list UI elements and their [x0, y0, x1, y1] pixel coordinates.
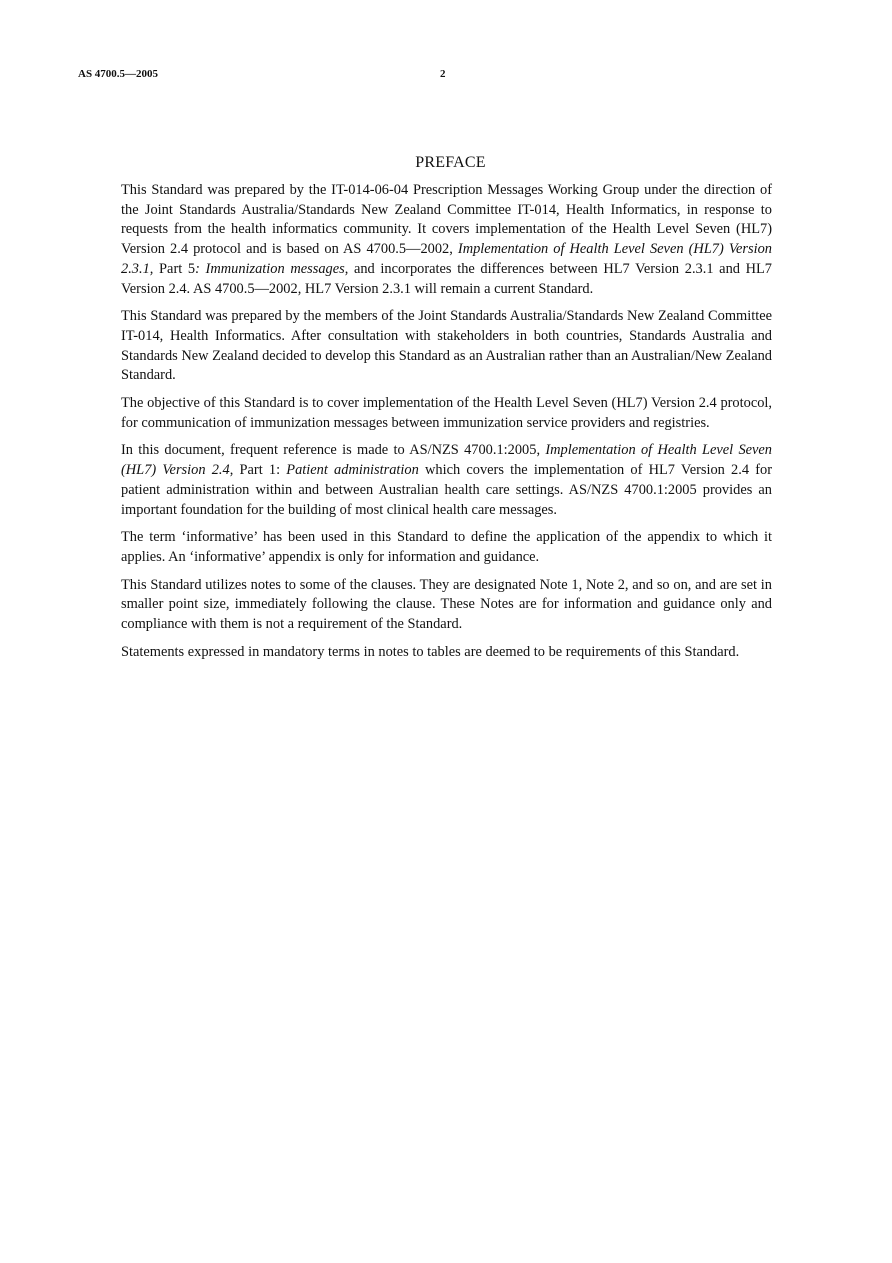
paragraph-text: This Standard was prepared by the IT-014-06-04 Prescription Messages Working Group under the direction of the Joint Standards Australia/Standards New Zealand Committee IT-014, Health Informatics, in response to requests from the health informatics community. It covers implementation of the Health Level Seven (HL7) Version 2.4 protocol and is based on AS 4700.5—2002, — [121, 182, 772, 258]
paragraph-text: , and incorporates the differences between HL7 Version 2.3.1 and HL7 Version 2.4. AS 4700.5—2002, HL7 Version 2.3.1 will remain a current Standard. — [121, 260, 772, 297]
paragraph-text: which covers the implementation of HL7 Version 2.4 for patient administration within and between Australian health care settings. AS/NZS 4700.1:2005 provides an important foundation for the building of most clinical health care messages. — [121, 462, 773, 518]
paragraph-text: , Part 1: — [229, 462, 287, 479]
preface-paragraph-4 — [121, 441, 772, 520]
preface-paragraph-7 — [121, 643, 772, 663]
preface-section — [121, 154, 772, 670]
document-title-italic: Implementation of Health Level Seven (HL7) Version 2.4 — [121, 442, 772, 479]
document-title-italic: Patient administration — [286, 462, 419, 479]
document-title-italic: : Immunization messages — [195, 260, 345, 277]
preface-paragraph-5 — [121, 528, 772, 567]
document-title-italic: Implementation of Health Level Seven (HL7) Version 2.3.1, — [121, 241, 772, 277]
paragraph-text: The term ‘informative’ has been used in this Standard to define the application of the appendix to which it applies. An ‘informative’ appendix is only for information and guidance. — [121, 529, 772, 565]
preface-paragraph-6 — [121, 576, 772, 635]
paragraph-text: In this document, frequent reference is made to AS/NZS 4700.1:2005, — [121, 442, 546, 459]
paragraph-text: Part 5 — [153, 260, 196, 277]
preface-paragraph-1 — [121, 181, 772, 299]
paragraph-text: The objective of this Standard is to cover implementation of the Health Level Seven (HL7) Version 2.4 protocol, for communication of immunization messages between immunization service providers and registries. — [121, 395, 772, 431]
standard-number: AS 4700.5—2005 — [78, 68, 159, 80]
preface-title: PREFACE — [415, 154, 486, 171]
paragraph-text: This Standard utilizes notes to some of the clauses. They are designated Note 1, Note 2, and so on, and are set in smaller point size, immediately following the clause. These Notes are for information and guidance only and compliance with them is not a requirement of the Standard. — [121, 576, 772, 633]
preface-paragraph-2 — [121, 307, 772, 386]
page-header — [78, 68, 814, 82]
paragraph-text: Statements expressed in mandatory terms in notes to tables are deemed to be requirements of this Standard. — [121, 643, 740, 660]
page-number: 2 — [440, 68, 446, 80]
preface-paragraph-3 — [121, 394, 772, 433]
paragraph-text: This Standard was prepared by the members of the Joint Standards Australia/Standards New Zealand Committee IT-014, Health Informatics. After consultation with stakeholders in both countries, Standards Australia and Standards New Zealand decided to develop this Standard as an Australian rather than an Australian/New Zealand Standard. — [121, 308, 772, 384]
